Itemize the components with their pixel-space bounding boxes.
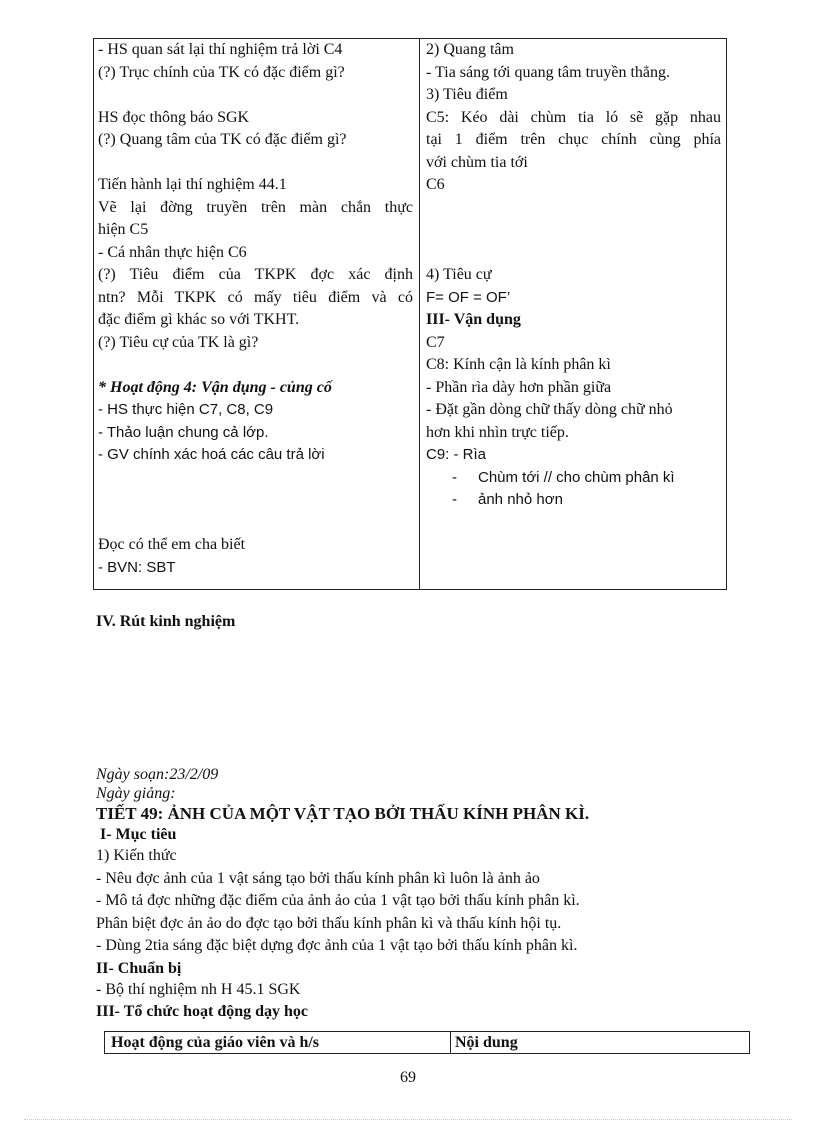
table-line: - Cá nhân thực hiện C6 (98, 243, 247, 261)
table-line: 2) Quang tâm (426, 41, 514, 58)
table-line: 4) Tiêu cự (426, 266, 492, 283)
table-line: C8: Kính cận là kính phân kì (426, 356, 611, 373)
table-line: ntn? Mỗi TKPK có mấy tiêu điểm và có (98, 288, 413, 306)
table-line: 3) Tiêu điểm (426, 86, 508, 103)
subheading: 1) Kiến thức (96, 847, 177, 864)
table-line: - Tia sáng tới quang tâm truyền thẳng. (426, 63, 670, 81)
table-line: hiện C5 (98, 221, 149, 238)
section-heading: III- Tổ chức hoạt động dạy học (96, 1003, 309, 1020)
blank-line (426, 242, 721, 265)
table-line: - GV chính xác hoá các câu trả lời (98, 446, 325, 463)
table-line: - Phần rìa dày hơn phần giữa (426, 378, 612, 396)
table-line: F= OF = OF’ (426, 288, 511, 306)
table-line: tại 1 điểm trên chục chính cùng phía (426, 131, 721, 148)
table-line: Vẽ lại đờng truyền trên màn chắn thực (98, 198, 413, 216)
lesson-title: TIẾT 49: ẢNH CỦA MỘT VẬT TẠO BỞI THẤU KÍNH PHÂN KÌ. (96, 804, 590, 823)
dash: - (452, 468, 457, 486)
table-line: C6 (426, 176, 445, 193)
objective-line: Phân biệt đợc ản ảo do đợc tạo bởi thấu kính phân kì và thấu kính hội tụ. (96, 914, 562, 932)
blank-line (98, 467, 413, 490)
bullet-text: ảnh nhỏ hơn (478, 491, 563, 508)
bullet-item (426, 489, 721, 512)
blank-line (98, 489, 413, 512)
teacher-student-column (94, 39, 420, 589)
table-line: (?) Tiêu điểm của TKPK đợc xác định (98, 266, 413, 283)
ngay-soan: Ngày soạn:23/2/09 (96, 766, 219, 783)
table-line: C5: Kéo dài chùm tia ló sẽ gặp nhau (426, 108, 721, 126)
table-line: C9: - Rìa (426, 446, 487, 463)
section-heading: I- Mục tiêu (96, 826, 177, 843)
column-header: Nội dung (455, 1034, 518, 1051)
table-line: - HS thực hiện C7, C8, C9 (98, 401, 274, 418)
objective-line: - Nêu đợc ảnh của 1 vật sáng tạo bởi thấu kính phân kì luôn là ảnh ảo (96, 869, 540, 887)
table-line: (?) Trục chính của TK có đặc điểm gì? (98, 63, 345, 81)
table-line: C7 (426, 333, 445, 351)
table-line: - HS quan sát lại thí nghiệm trả lời C4 (98, 41, 343, 58)
ngay-giang: Ngày giảng: (96, 785, 176, 802)
table-line: với chùm tia tới (426, 153, 528, 171)
table-line: Đọc có thể em cha biết (98, 536, 246, 553)
section-heading: II- Chuẩn bị (96, 959, 182, 977)
table-line: - BVN: SBT (98, 558, 176, 576)
bullet-text: Chùm tới // cho chùm phân kì (478, 468, 675, 486)
dash: - (452, 491, 457, 508)
blank-line (426, 219, 721, 242)
table-line: đặc điểm gì khác so với TKHT. (98, 311, 300, 328)
section-heading: III- Vận dụng (426, 311, 521, 328)
blank-line (98, 84, 413, 107)
page-edge-divider (24, 1119, 792, 1120)
table-line: (?) Quang tâm của TK có đặc điểm gì? (98, 131, 347, 148)
page-number: 69 (400, 1069, 416, 1086)
rut-kinh-nghiem-heading: IV. Rút kinh nghiệm (96, 613, 236, 630)
lesson-section (96, 765, 756, 1022)
activity-table-header (104, 1031, 750, 1054)
table-line: (?) Tiêu cự của TK là gì? (98, 333, 259, 351)
column-header: Hoạt động của giáo viên và h/s (105, 1032, 451, 1053)
table-line: hơn khi nhìn trực tiếp. (426, 423, 569, 441)
blank-line (98, 354, 413, 377)
table-line: - Đặt gần dòng chữ thấy dòng chữ nhỏ (426, 401, 673, 418)
activity-4-heading: * Hoạt động 4: Vận dụng - củng cố (98, 378, 332, 396)
bullet-item (426, 467, 721, 490)
blank-line (98, 152, 413, 175)
content-column (420, 39, 726, 589)
objective-line: - Mô tả đợc những đặc điểm của ảnh ảo của 1 vật tạo bởi thấu kính phân kì. (96, 892, 580, 909)
objective-line: - Dùng 2tia sáng đặc biệt dựng đợc ảnh của 1 vật tạo bởi thấu kính phân kì. (96, 937, 578, 954)
table-line: - Thảo luận chung cả lớp. (98, 423, 269, 441)
table-line: Tiến hành lại thí nghiệm 44.1 (98, 176, 287, 193)
blank-line (98, 512, 413, 535)
blank-line (426, 197, 721, 220)
preparation-line: - Bộ thí nghiệm nh H 45.1 SGK (96, 980, 301, 998)
table-line: HS đọc thông báo SGK (98, 108, 250, 126)
activity-table (93, 38, 727, 590)
